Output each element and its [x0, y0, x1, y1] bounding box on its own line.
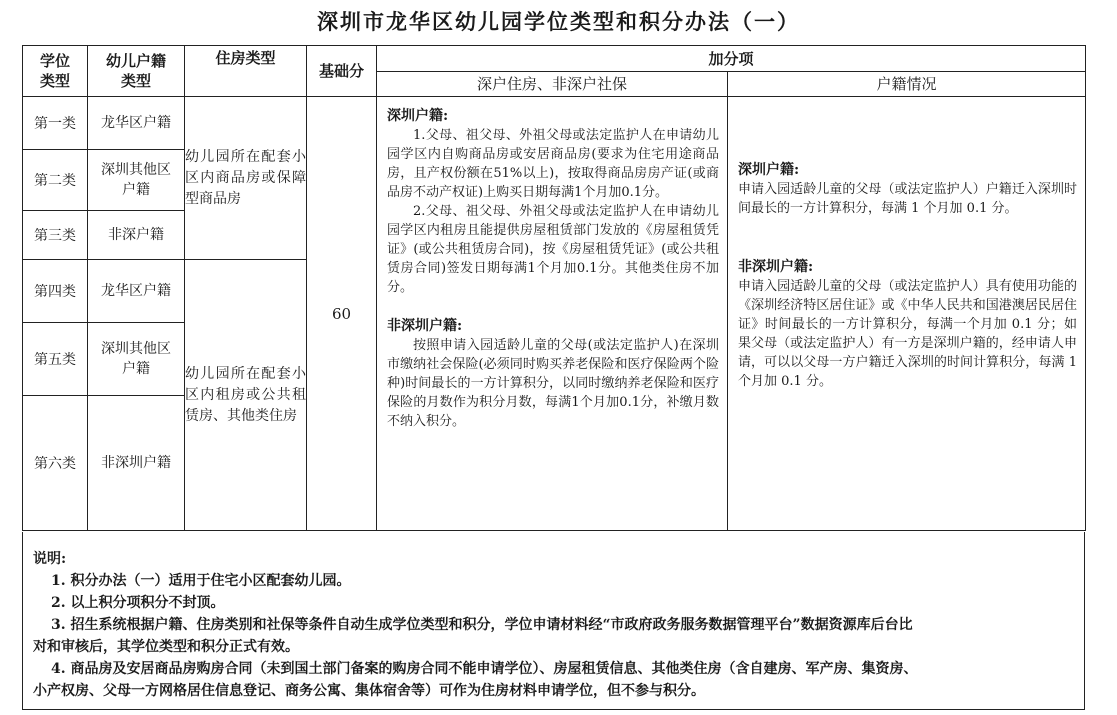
page-title: 深圳市龙华区幼儿园学位类型和积分办法（一）: [317, 9, 800, 34]
housing-nonsz-heading: 非深圳户籍:: [387, 318, 463, 334]
header-hukou: 幼儿户籍 类型: [88, 46, 185, 97]
notes-heading: 说明:: [33, 551, 67, 567]
housing-nonsz-rule: 按照申请入园适龄儿童的父母(或法定监护人)在深圳市缴纳社会保险(必须同时购买养老保险和医疗保险两个险种)时间最长的一方计算积分，以同时缴纳养老保险和医疗保险的月数作为积分月数，每满1个月加0.1分，补缴月数不纳入积分。: [387, 338, 719, 429]
header-bonus-hukou: 户籍情况: [728, 72, 1086, 97]
hukou-nonsz-rule: 申请入园适龄儿童的父母（或法定监护人）具有使用功能的《深圳经济特区居住证》或《中华人民共和国港澳居民居住证》时间最长的一方计算积分，每满一个月加 0.1 分；如果父母（或法定监护人）有一方是深圳户籍的，经申请人申请，可以以父母一方户籍迁入深圳的时间计算积分，每满 1 个月加 0.1 分。: [738, 279, 1078, 389]
row-hukou: 龙华区户籍: [88, 260, 185, 323]
notes-section: [22, 532, 1085, 710]
housing-sz-rule-2: 2.父母、祖父母、外祖父母或法定监护人在申请幼儿园学区内租房且能提供房屋租赁部门发放的《房屋租赁凭证》(或公共租赁房合同)，按《房屋租赁凭证》(或公共租赁房合同)签发日期每满1个月加0.1分。其他类住房不加分。: [387, 204, 719, 295]
row-hukou: 非深户籍: [88, 211, 185, 260]
header-bonus-housing: 深户住房、非深户社保: [377, 72, 728, 97]
score-table: [22, 45, 1086, 531]
row-type: 第六类: [23, 396, 88, 531]
header-housing: 住房类型: [185, 46, 307, 97]
housing-bonus-rules: [377, 97, 728, 531]
row-hukou: 深圳其他区 户籍: [88, 323, 185, 396]
hukou-sz-rule: 申请入园适龄儿童的父母（或法定监护人）户籍迁入深圳时间最长的一方计算积分，每满 1 个月加 0.1 分。: [738, 182, 1078, 216]
row-type: 第一类: [23, 97, 88, 150]
hukou-sz-heading: 深圳户籍:: [738, 162, 800, 178]
header-bonus: 加分项: [377, 46, 1086, 72]
row-hukou: 非深圳户籍: [88, 396, 185, 531]
row-type: 第三类: [23, 211, 88, 260]
note-1: 1. 积分办法（一）适用于住宅小区配套幼儿园。: [51, 573, 351, 589]
base-score: 60: [307, 97, 377, 531]
header-type: 学位 类型: [23, 46, 88, 97]
note-4-continued: 小产权房、父母一方网格居住信息登记、商务公寓、集体宿舍等）可作为住房材料申请学位，但不参与积分。: [33, 683, 705, 699]
row-hukou: 龙华区户籍: [88, 97, 185, 150]
note-2: 2. 以上积分项积分不封顶。: [51, 595, 225, 611]
note-4: 4. 商品房及安居商品房购房合同（未到国土部门备案的购房合同不能申请学位）、房屋租赁信息、其他类住房（含自建房、军产房、集资房、: [51, 661, 918, 677]
row-hukou: 深圳其他区 户籍: [88, 150, 185, 211]
note-3: 3. 招生系统根据户籍、住房类别和社保等条件自动生成学位类型和积分，学位申请材料经“市政府政务服务数据管理平台”数据资源库后台比: [51, 617, 913, 633]
row-type: 第四类: [23, 260, 88, 323]
housing-sz-heading: 深圳户籍:: [387, 108, 449, 124]
row-type: 第二类: [23, 150, 88, 211]
row-type: 第五类: [23, 323, 88, 396]
hukou-nonsz-heading: 非深圳户籍:: [738, 259, 814, 275]
note-3-continued: 对和审核后，其学位类型和积分正式有效。: [33, 639, 299, 655]
housing-sz-rule-1: 1.父母、祖父母、外祖父母或法定监护人在申请幼儿园学区内自购商品房或安居商品房(要求为住宅用途商品房，且产权份额在51%以上)，按取得商品房房产证(或商品房不动产权证)上购买日期每满1个月加0.1分。: [387, 128, 719, 200]
housing-type-owned: 幼儿园所在配套小区内商品房或保障型商品房: [185, 97, 307, 260]
header-base: 基础分: [307, 46, 377, 97]
hukou-bonus-rules: [728, 97, 1086, 531]
housing-type-rented: 幼儿园所在配套小区内租房或公共租赁房、其他类住房: [185, 260, 307, 531]
